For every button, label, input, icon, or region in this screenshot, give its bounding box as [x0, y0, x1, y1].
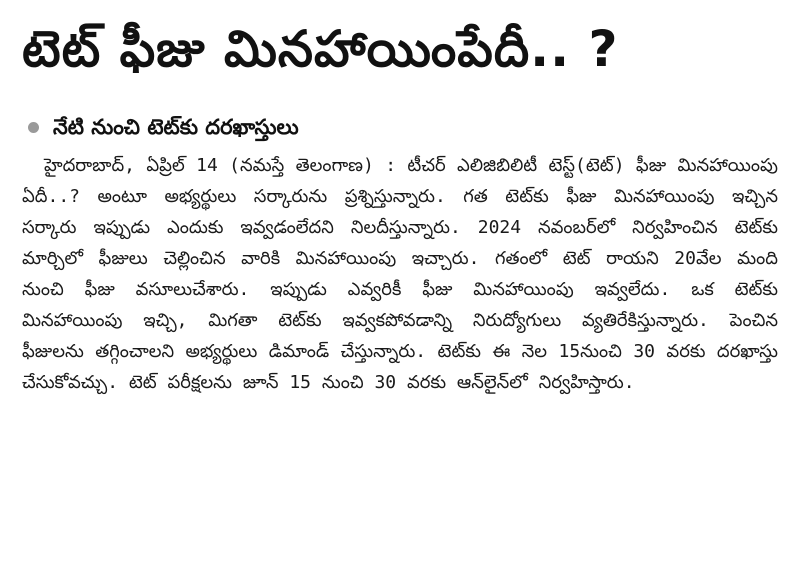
article-subheadline-row — [22, 112, 778, 142]
bullet-icon — [28, 122, 39, 133]
article-subheadline: నేటి నుంచి టెట్‌కు దరఖాస్తులు — [53, 115, 299, 139]
article-headline: టెట్ ఫీజు మినహాయింపేదీ.. ? — [22, 20, 619, 78]
article-body: హైదరాబాద్, ఏప్రిల్ 14 (నమస్తే తెలంగాణ) : టీచర్ ఎలిజిబిలిటీ టెస్ట్(టెట్) ఫీజు మినహాయింపు ఏదీ..? అంటూ అభ్యర్థులు సర్కారును ప్రశ్నిస్తున్నారు. గత టెట్‌కు ఫీజు మినహాయింపు ఇచ్చిన సర్కారు ఇప్పుడు ఎందుకు ఇవ్వడంలేదని నిలదీస్తున్నారు. 2024 నవంబర్‌లో నిర్వహించిన టెట్‌కు మార్చిలో ఫీజులు చెల్లించిన వారికి మినహాయింపు ఇచ్చారు. గతంలో టెట్ రాయని 20వేల మంది నుంచి ఫీజు వసూలుచేశారు. ఇప్పుడు ఎవ్వరికీ ఫీజు మినహాయింపు ఇవ్వలేదు. ఒక టెట్‌కు మినహాయింపు ఇచ్చి, మిగతా టెట్‌కు ఇవ్వకపోవడాన్ని నిరుద్యోగులు వ్యతిరేకిస్తున్నారు. పెంచిన ఫీజులను తగ్గించాలని అభ్యర్థులు డిమాండ్ చేస్తున్నారు. టెట్‌కు ఈ నెల 15నుంచి 30 వరకు దరఖాస్తు చేసుకోవచ్చు. టెట్ పరీక్షలను జూన్ 15 నుంచి 30 వరకు ఆన్‌లైన్‌లో నిర్వహిస్తారు. — [22, 155, 778, 393]
